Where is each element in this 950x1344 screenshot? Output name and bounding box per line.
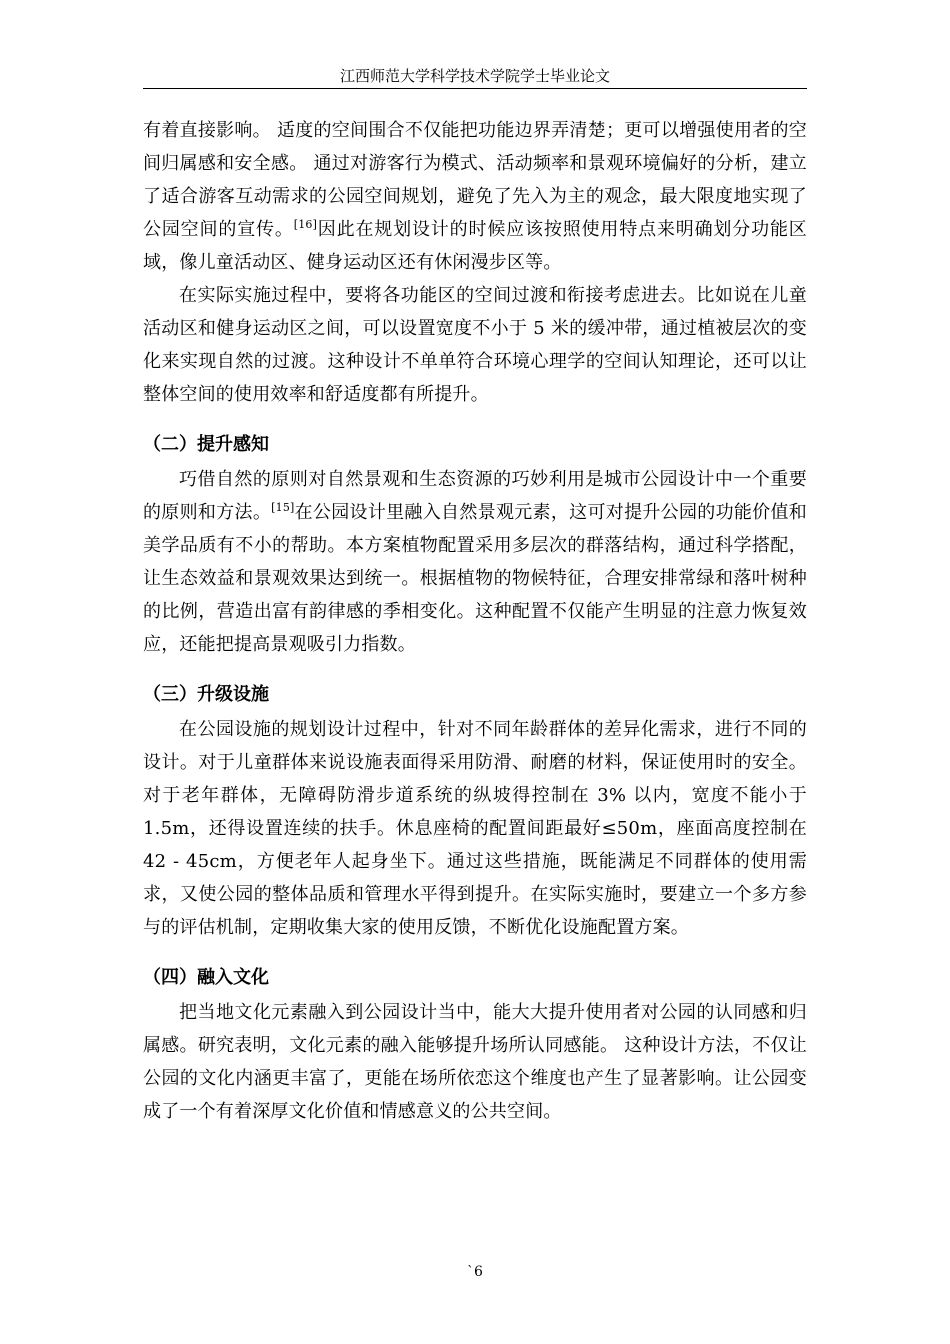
page-number: `6: [467, 1264, 483, 1280]
section-heading: （二）提升感知: [143, 434, 269, 455]
citation-ref: [16]: [293, 218, 318, 231]
body-paragraph: [143, 114, 807, 279]
spacer: [143, 411, 807, 419]
paragraph-text: 因此在规划设计的时候应该按照使用特点来明确划分功能区域，像儿童活动区、健身运动区还有休闲漫步区等。: [143, 219, 807, 273]
body-paragraph: 在公园设施的规划设计过程中，针对不同年龄群体的差异化需求，进行不同的设计。对于儿童群体来说设施表面得采用防滑、耐磨的材料，保证使用时的安全。对于老年群体，无障碍防滑步道系统的纵坡得控制在 3% 以内，宽度不能小于 1.5m，还得设置连续的扶手。休息座椅的配置间距最好≤50m，座面高度控制在 42 - 45cm，方便老年人起身坐下。通过这些措施，既能满足不同群体的使用需求，又使公园的整体品质和管理水平得到提升。在实际实施时，要建立一个多方参与的评估机制，定期收集大家的使用反馈，不断优化设施配置方案。: [143, 719, 807, 938]
running-header: 江西师范大学科学技术学院学士毕业论文: [339, 67, 610, 85]
spacer: [143, 944, 807, 952]
spacer: [143, 661, 807, 669]
body-paragraph: 在实际实施过程中，要将各功能区的空间过渡和衔接考虑进去。比如说在儿童活动区和健身运动区之间，可以设置宽度不小于 5 米的缓冲带，通过植被层次的变化来实现自然的过渡。这种设计不单单符合环境心理学的空间认知理论，还可以让整体空间的使用效率和舒适度都有所提升。: [143, 285, 807, 405]
body-paragraph: 把当地文化元素融入到公园设计当中，能大大提升使用者对公园的认同感和归属感。研究表明，文化元素的融入能够提升场所认同感能。 这种设计方法，不仅让公园的文化内涵更丰富了，更能在场所依恋这个维度也产生了显著影响。让公园变成了一个有着深厚文化价值和情感意义的公共空间。: [143, 1002, 807, 1122]
citation-ref: [15]: [271, 501, 295, 514]
section-heading: （三）升级设施: [143, 684, 269, 705]
paragraph-text: 在公园设计里融入自然景观元素，这可对提升公园的功能价值和美学品质有不小的帮助。本方案植物配置采用多层次的群落结构，通过科学搭配，让生态效益和景观效果达到统一。根据植物的物候特征，合理安排常绿和落叶树种的比例，营造出富有韵律感的季相变化。这种配置不仅能产生明显的注意力恢复效应，还能把提高景观吸引力指数。: [143, 502, 807, 655]
paragraph-text: 巧借自然的原则对自然景观和生态资源的巧妙利用是城市公园设计中一个重要的原则和方法。: [143, 469, 807, 523]
section-heading: （四）融入文化: [143, 967, 269, 988]
header-rule: [143, 88, 807, 89]
paragraph-text: 有着直接影响。 适度的空间围合不仅能把功能边界弄清楚；更可以增强使用者的空间归属感和安全感。 通过对游客行为模式、活动频率和景观环境偏好的分析，建立了适合游客互动需求的公园空间规划，避免了先入为主的观念，最大限度地实现了公园空间的宣传。: [143, 120, 807, 240]
page-body: [143, 114, 807, 1128]
body-paragraph: [143, 463, 807, 661]
